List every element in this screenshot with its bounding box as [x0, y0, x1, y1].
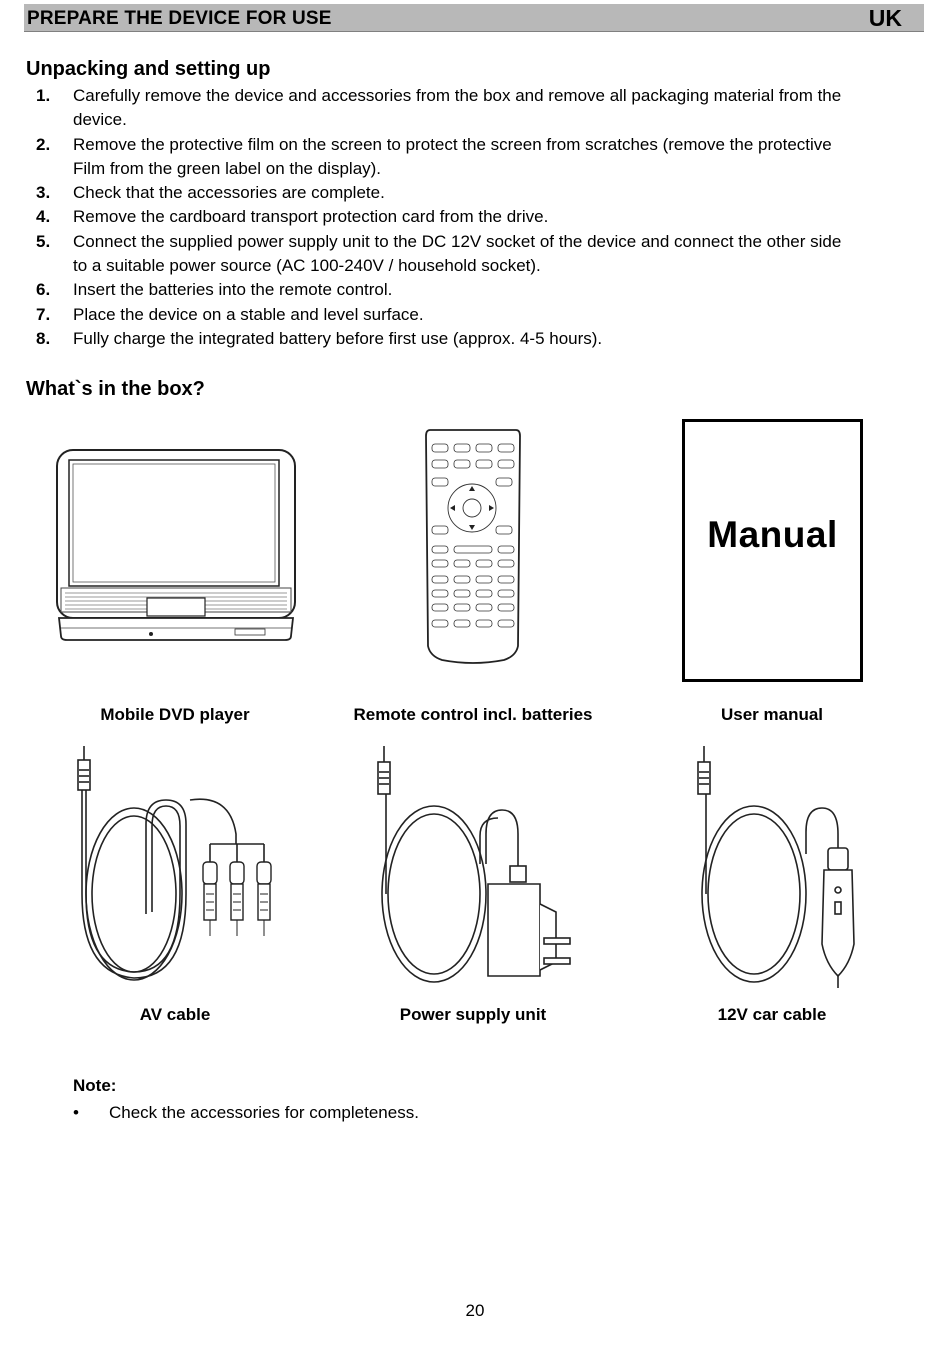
note-label: Note: — [73, 1076, 117, 1095]
box-contents-heading: What`s in the box? — [26, 378, 205, 400]
note-text: Check the accessories for completeness. — [109, 1103, 419, 1122]
list-item — [36, 84, 916, 133]
list-item — [36, 205, 916, 229]
list-item — [36, 303, 916, 327]
step-text: Connect the supplied power supply unit to the DC 12V socket of the device and connect the other side — [73, 231, 842, 251]
list-item — [36, 327, 916, 351]
list-item — [36, 133, 916, 182]
page-title: PREPARE THE DEVICE FOR USE — [27, 8, 332, 29]
av-cable-icon — [70, 744, 280, 994]
step-number: 8. — [36, 328, 51, 348]
step-number: 7. — [36, 304, 51, 324]
step-text: Fully charge the integrated battery before first use (approx. 4-5 hours). — [73, 328, 603, 348]
step-text: Insert the batteries into the remote control. — [73, 280, 393, 300]
step-text-continued: to a suitable power source (AC 100-240V / household socket). — [73, 256, 541, 276]
manual-cover-text: Manual — [707, 514, 838, 555]
manual-icon — [682, 419, 863, 682]
step-number: 6. — [36, 280, 51, 300]
power-adapter-icon — [370, 744, 580, 994]
list-item — [36, 181, 916, 205]
steps-list — [36, 84, 916, 351]
remote-control-icon — [424, 428, 522, 666]
list-item — [36, 230, 916, 279]
caption-dvd-player: Mobile DVD player — [100, 705, 250, 724]
language-code: UK — [868, 5, 902, 31]
page-header — [24, 4, 924, 32]
step-number: 3. — [36, 183, 51, 203]
step-number: 1. — [36, 86, 51, 105]
step-number: 2. — [36, 134, 51, 154]
car-cable-icon — [690, 744, 870, 994]
page-number: 20 — [465, 1301, 485, 1320]
step-number: 5. — [36, 231, 51, 251]
bullet-icon: • — [73, 1103, 79, 1122]
note-list — [73, 1101, 419, 1125]
step-text: Check that the accessories are complete. — [73, 183, 385, 203]
caption-remote-control: Remote control incl. batteries — [353, 705, 593, 724]
step-text: Carefully remove the device and accessories from the box and remove all packaging material from the — [73, 86, 842, 105]
caption-car-cable: 12V car cable — [717, 1005, 827, 1024]
caption-av-cable: AV cable — [139, 1005, 211, 1024]
unpacking-heading: Unpacking and setting up — [26, 58, 271, 80]
step-text-continued: Film from the green label on the display). — [73, 158, 382, 178]
caption-user-manual: User manual — [720, 705, 824, 724]
dvd-player-icon — [55, 448, 297, 648]
step-text-continued: device. — [73, 110, 127, 130]
step-number: 4. — [36, 207, 51, 227]
list-item — [36, 278, 916, 302]
list-item — [73, 1101, 419, 1125]
step-text: Remove the cardboard transport protection card from the drive. — [73, 207, 549, 227]
step-text: Place the device on a stable and level surface. — [73, 304, 424, 324]
caption-power-supply: Power supply unit — [399, 1005, 547, 1024]
step-text: Remove the protective film on the screen to protect the screen from scratches (remove the protective — [73, 134, 832, 154]
